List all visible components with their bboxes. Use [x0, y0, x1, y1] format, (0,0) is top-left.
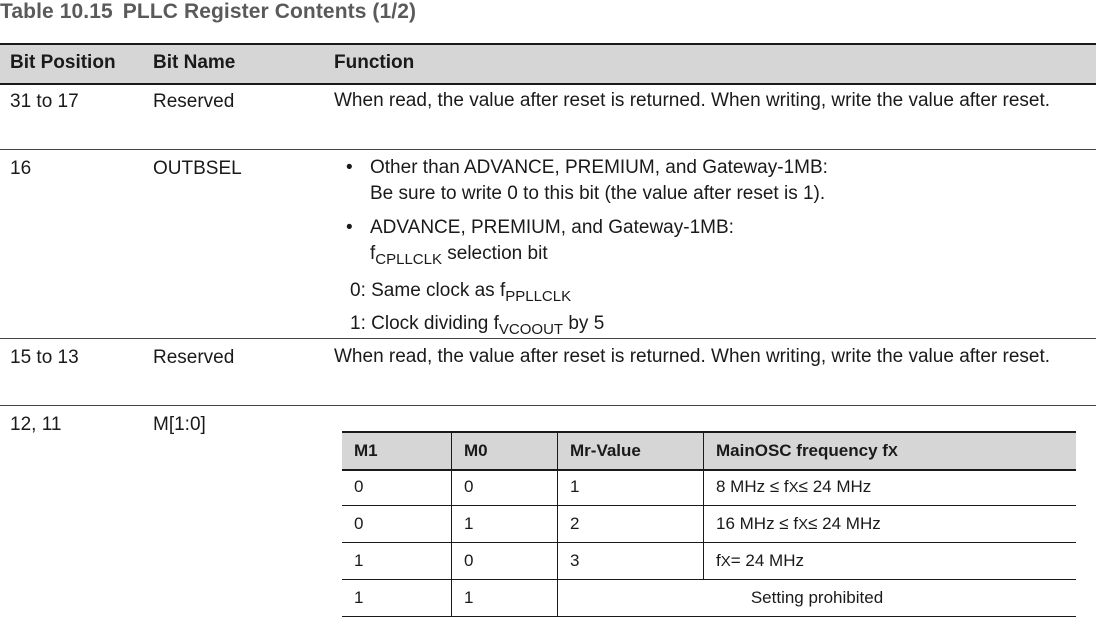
- mr-value: 2: [558, 506, 704, 542]
- bit-name: OUTBSEL: [153, 158, 242, 179]
- frequency-range: [704, 506, 1076, 542]
- subscript: PPLLCLK: [505, 288, 572, 305]
- table-row: [342, 543, 1076, 580]
- bit-name: Reserved: [153, 347, 235, 368]
- mr-value: 1: [558, 469, 704, 505]
- m0-value: 0: [452, 469, 558, 505]
- header-frequency-text: MainOSC frequency f: [716, 441, 888, 460]
- table-row: [342, 469, 1076, 506]
- header-frequency: [704, 433, 1076, 469]
- m1-value: 0: [342, 469, 452, 505]
- bit-position: 31 to 17: [10, 91, 79, 112]
- frequency-range: [704, 469, 1076, 505]
- freq-text: 16 MHz ≤ f: [716, 514, 799, 533]
- bullet-line: ADVANCE, PREMIUM, and Gateway-1MB:: [370, 217, 734, 238]
- freq-text: ≤ 24 MHz: [798, 477, 872, 496]
- m1-value: 1: [342, 580, 452, 616]
- frequency-range: [704, 543, 1076, 579]
- bit-position: 12, 11: [10, 414, 62, 435]
- inner-table-header: [342, 431, 1076, 471]
- bit-position: 16: [10, 158, 32, 179]
- symbol-f: f: [370, 243, 376, 264]
- option-text: 1: Clock dividing f: [350, 313, 499, 334]
- subscript: X: [798, 515, 809, 533]
- option-text: by 5: [563, 313, 605, 334]
- mr-value: 3: [558, 543, 704, 579]
- option-0: [334, 277, 1084, 310]
- header-bit-position: Bit Position: [10, 52, 116, 73]
- bullet-icon: •: [346, 157, 353, 178]
- table-row: [342, 506, 1076, 543]
- header-bit-name: Bit Name: [153, 52, 236, 73]
- function-cell: [334, 155, 1084, 343]
- list-item: [334, 215, 1084, 273]
- header-m1: M1: [342, 433, 452, 469]
- freq-text: ≤ 24 MHz: [808, 514, 881, 533]
- bullet-icon: •: [346, 217, 353, 238]
- bit-position: 15 to 13: [10, 347, 79, 368]
- option-text: 0: Same clock as f: [350, 280, 506, 301]
- freq-text: 8 MHz ≤ f: [716, 477, 789, 496]
- bit-name: M[1:0]: [153, 414, 206, 435]
- m1-value: 1: [342, 543, 452, 579]
- bullet-line: Be sure to write 0 to this bit (the value after reset is 1).: [370, 183, 826, 204]
- header-mr-value: Mr-Value: [558, 433, 704, 469]
- subscript: X: [887, 442, 898, 460]
- bullet-text: selection bit: [441, 243, 548, 264]
- subscript: X: [720, 552, 731, 570]
- freq-text: f: [716, 551, 721, 570]
- bit-name: Reserved: [153, 91, 235, 112]
- m0-value: 1: [452, 580, 558, 616]
- bullet-line: Other than ADVANCE, PREMIUM, and Gateway-1MB:: [370, 157, 828, 178]
- subscript: X: [788, 478, 799, 496]
- list-item: [334, 155, 1084, 207]
- function-text: When read, the value after reset is returned. When writing, write the value after reset.: [334, 90, 1051, 111]
- table-header: [0, 43, 1096, 85]
- freq-text: = 24 MHz: [730, 551, 804, 570]
- table-number: Table 10.15: [0, 0, 113, 23]
- m1-value: 0: [342, 506, 452, 542]
- header-m0: M0: [452, 433, 558, 469]
- header-function: Function: [334, 52, 415, 73]
- m0-value: 0: [452, 543, 558, 579]
- table-title: [0, 0, 416, 24]
- subscript: VCOOUT: [498, 321, 564, 338]
- function-text: When read, the value after reset is returned. When writing, write the value after reset.: [334, 346, 1051, 367]
- table-row: [0, 150, 1096, 339]
- setting-prohibited: Setting prohibited: [750, 588, 884, 607]
- m0-value: 1: [452, 506, 558, 542]
- subscript: CPLLCLK: [375, 251, 442, 268]
- bullet-line: [370, 241, 1084, 273]
- table-row: [0, 83, 1096, 150]
- table-title-text: PLLC Register Contents (1/2): [122, 0, 417, 23]
- table-row: [0, 339, 1096, 406]
- table-row: [342, 580, 1076, 617]
